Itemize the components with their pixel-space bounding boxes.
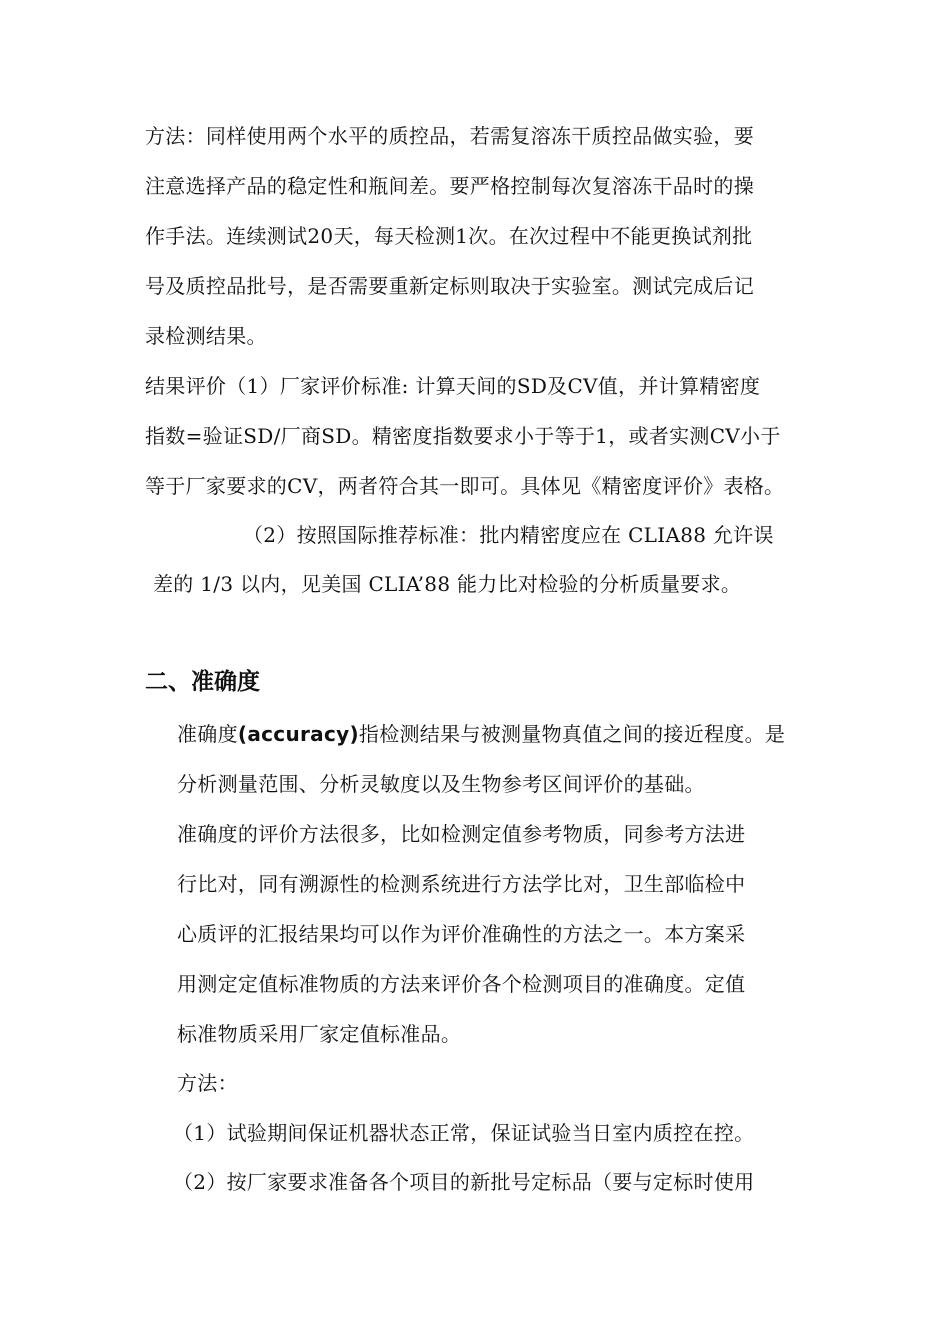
text-line: 行比对，同有溯源性的检测系统进行方法学比对，卫生部临检中 (177, 872, 746, 896)
text-line: 注意选择产品的稳定性和瓶间差。要严格控制每次复溶冻干品时的操 (145, 174, 754, 198)
text-line: 录检测结果。 (145, 324, 267, 348)
text-line: 心质评的汇报结果均可以作为评价准确性的方法之一。本方案采 (177, 922, 746, 946)
text-line: 分析测量范围、分析灵敏度以及生物参考区间评价的基础。 (177, 772, 705, 796)
section-heading-accuracy: 二、准确度 (145, 669, 260, 695)
text-line: 号及质控品批号，是否需要重新定标则取决于实验室。测试完成后记 (145, 274, 754, 298)
text-line: 方法：同样使用两个水平的质控品，若需复溶冻干质控品做实验，要 (145, 124, 754, 148)
definition-text: 指检测结果与被测量物真值之间的接近程度。是 (358, 722, 786, 746)
method-step-2: （2）按厂家要求准备各个项目的新批号定标品（要与定标时使用 (173, 1170, 755, 1194)
text-line: 作手法。连续测试20天，每天检测1次。在次过程中不能更换试剂批 (145, 224, 753, 248)
text-line: 标准物质采用厂家定值标准品。 (177, 1022, 462, 1046)
definition-term: 准确度 (177, 722, 238, 746)
international-standard-line: （2）按照国际推荐标准：批内精密度应在 CLIA88 允许误 (243, 523, 774, 547)
method-label: 方法： (177, 1071, 238, 1095)
definition-term-english: (accuracy) (237, 722, 359, 746)
method-step-1: （1）试验期间保证机器状态正常，保证试验当日室内质控在控。 (173, 1121, 755, 1145)
text-line: 差的 1/3 以内，见美国 CLIA’88 能力比对检验的分析质量要求。 (153, 572, 742, 596)
accuracy-definition-line (177, 720, 785, 748)
result-evaluation-line: 结果评价（1）厂家评价标准: 计算天间的SD及CV值，并计算精密度 (145, 374, 761, 398)
text-line: 等于厂家要求的CV，两者符合其一即可。具体见《精密度评价》表格。 (145, 474, 785, 498)
text-line: 准确度的评价方法很多，比如检测定值参考物质，同参考方法进 (177, 822, 746, 846)
text-line: 指数=验证SD/厂商SD。精密度指数要求小于等于1，或者实测CV小于 (145, 424, 781, 448)
text-line: 用测定定值标准物质的方法来评价各个检测项目的准确度。定值 (177, 972, 746, 996)
